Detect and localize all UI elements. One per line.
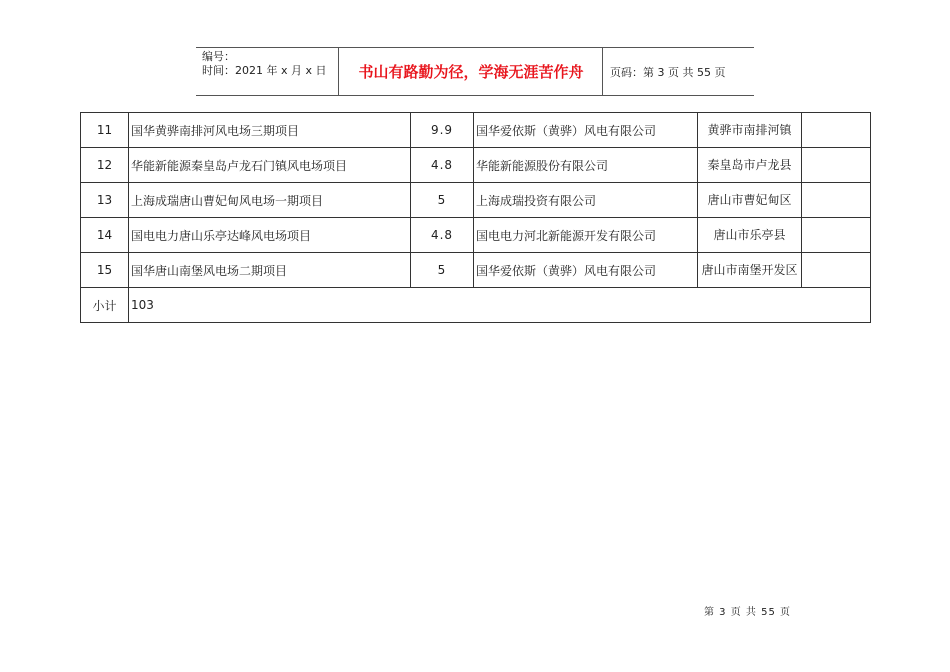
project-name-cell: 国电电力唐山乐亭达峰风电场项目 <box>129 218 411 253</box>
header-motto: 书山有路勤为径，学海无涯苦作舟 <box>358 63 584 81</box>
header-top-rule <box>196 47 754 48</box>
project-table <box>80 112 871 323</box>
note-cell <box>802 148 871 183</box>
table-row <box>81 183 871 218</box>
subtotal-row <box>81 288 871 323</box>
location-cell: 唐山市南堡开发区 <box>698 253 802 288</box>
table-row <box>81 113 871 148</box>
header-bottom-rule <box>196 95 754 96</box>
table-row <box>81 253 871 288</box>
capacity-cell: 5 <box>411 183 474 218</box>
row-number-cell: 15 <box>81 253 129 288</box>
note-cell <box>802 218 871 253</box>
page-header <box>196 47 754 97</box>
note-cell <box>802 113 871 148</box>
location-cell: 唐山市乐亭县 <box>698 218 802 253</box>
header-meta <box>202 50 327 78</box>
project-name-cell: 国华唐山南堡风电场二期项目 <box>129 253 411 288</box>
row-number-cell: 11 <box>81 113 129 148</box>
location-cell: 秦皇岛市卢龙县 <box>698 148 802 183</box>
capacity-cell: 4.8 <box>411 148 474 183</box>
time-label: 时间：2021 年 x 月 x 日 <box>202 64 327 77</box>
company-name-cell: 国华爱依斯（黄骅）风电有限公司 <box>474 113 698 148</box>
subtotal-value: 103 <box>129 288 871 323</box>
capacity-cell: 4.8 <box>411 218 474 253</box>
capacity-cell: 5 <box>411 253 474 288</box>
project-name-cell: 国华黄骅南排河风电场三期项目 <box>129 113 411 148</box>
company-name-cell: 上海成瑞投资有限公司 <box>474 183 698 218</box>
row-number-cell: 14 <box>81 218 129 253</box>
company-name-cell: 国电电力河北新能源开发有限公司 <box>474 218 698 253</box>
subtotal-label: 小计 <box>81 288 129 323</box>
number-label: 编号： <box>202 50 235 63</box>
header-divider-left <box>338 47 339 95</box>
project-name-cell: 上海成瑞唐山曹妃甸风电场一期项目 <box>129 183 411 218</box>
note-cell <box>802 183 871 218</box>
header-page-code: 页码：第 3 页 共 55 页 <box>610 66 726 79</box>
location-cell: 黄骅市南排河镇 <box>698 113 802 148</box>
project-name-cell: 华能新能源秦皇岛卢龙石门镇风电场项目 <box>129 148 411 183</box>
row-number-cell: 13 <box>81 183 129 218</box>
company-name-cell: 国华爱依斯（黄骅）风电有限公司 <box>474 253 698 288</box>
capacity-cell: 9.9 <box>411 113 474 148</box>
table-row <box>81 148 871 183</box>
note-cell <box>802 253 871 288</box>
page-footer: 第 3 页 共 55 页 <box>704 607 791 618</box>
company-name-cell: 华能新能源股份有限公司 <box>474 148 698 183</box>
header-divider-right <box>602 47 603 95</box>
location-cell: 唐山市曹妃甸区 <box>698 183 802 218</box>
table-row <box>81 218 871 253</box>
row-number-cell: 12 <box>81 148 129 183</box>
